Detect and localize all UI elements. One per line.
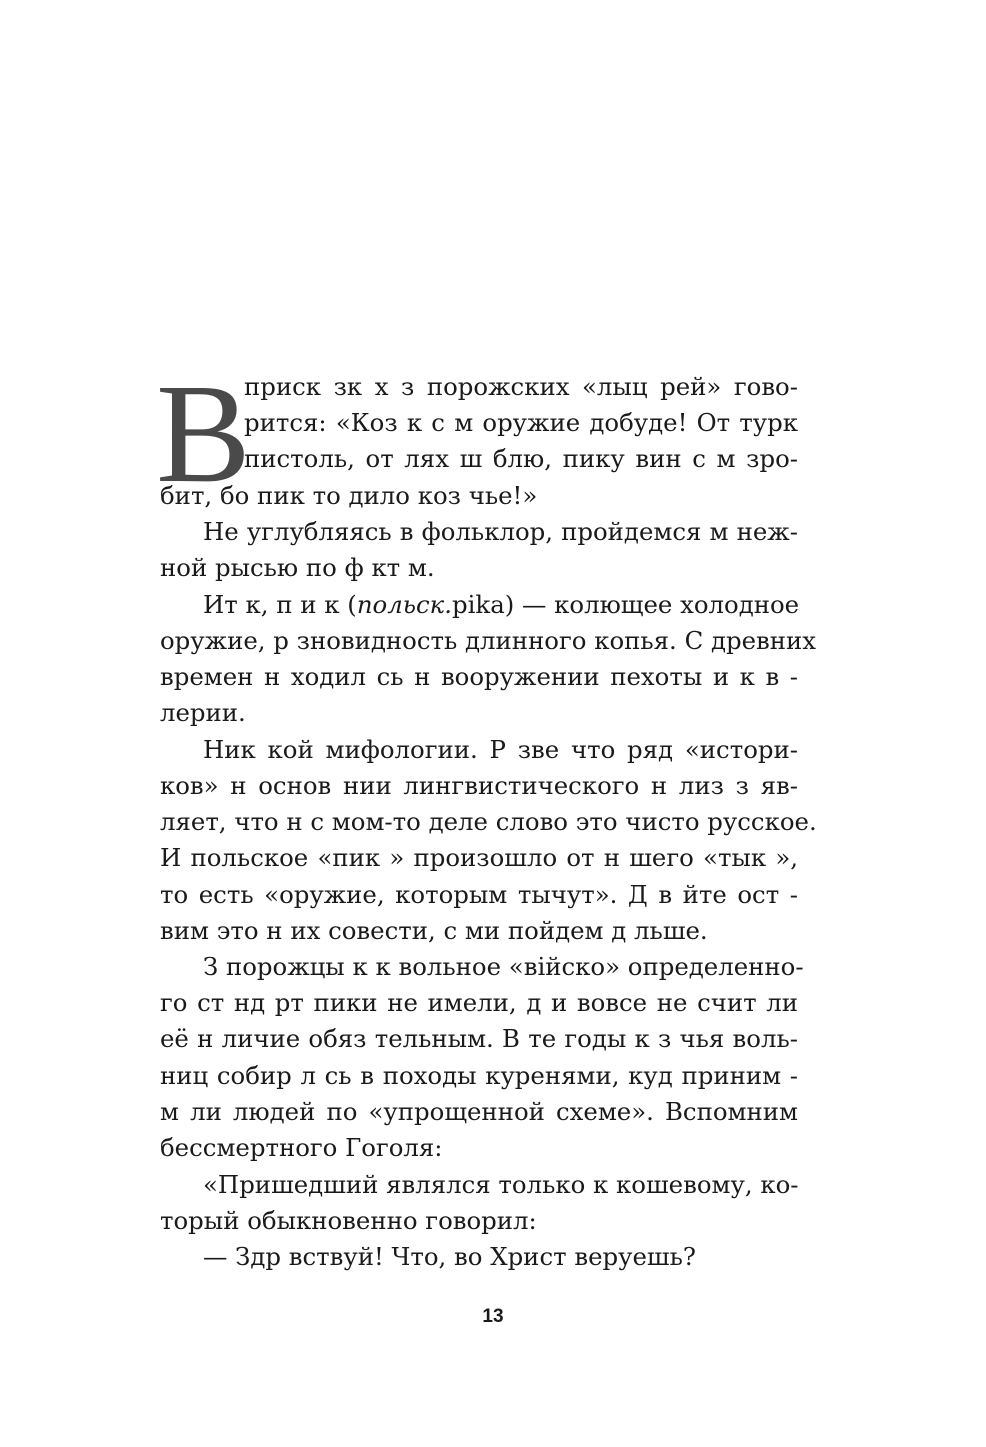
text-line: ниц собир л сь в походы куренями, куд приним - xyxy=(160,1061,798,1090)
text-line: оружие, р зновидность длинного копья. С древних xyxy=(160,626,817,655)
text-line: приск зк х з порожских «лыц рей» гово- xyxy=(244,372,798,401)
text-line: «Пришедший являлся только к кошевому, ко- xyxy=(203,1170,799,1199)
text-line: рится: «Коз к с м оружие добуде! От турк xyxy=(244,408,798,437)
page-number: 13 xyxy=(482,1306,504,1327)
text-line xyxy=(203,590,798,620)
text-line: лерии. xyxy=(160,698,246,727)
text-line: вим это н их совести, с ми пойдем д льше. xyxy=(160,916,708,945)
text-run: pika) — колющее холодное xyxy=(452,590,800,619)
text-line: бит, бо пик то дило коз чье!» xyxy=(160,481,538,510)
text-line: З порожцы к к вольное «війско» определенно- xyxy=(203,952,804,981)
text-line: ков» н основ нии лингвистического н лиз з яв- xyxy=(160,771,798,800)
text-line: ной рысью по ф кт м. xyxy=(160,553,435,582)
text-line: — Здр вствуй! Что, во Христ веруешь? xyxy=(203,1242,696,1271)
italic-abbreviation: польск. xyxy=(356,590,452,619)
text-line: Ник кой мифологии. Р зве что ряд «истори- xyxy=(203,735,798,764)
text-line: И польское «пик » произошло от н шего «тык », xyxy=(160,843,798,872)
text-line: времен н ходил сь н вооружении пехоты и к в - xyxy=(160,662,798,691)
drop-cap: В xyxy=(156,354,251,512)
text-line: м ли людей по «упрощенной схеме». Вспомним xyxy=(160,1097,798,1126)
text-line: пистоль, от лях ш блю, пику вин с м зро- xyxy=(244,444,798,473)
text-line: Не углубляясь в фольклор, пройдемся м неж- xyxy=(203,517,798,546)
text-run: Ит к, п и к ( xyxy=(203,590,357,619)
text-line: то есть «оружие, которым тычут». Д в йте ост - xyxy=(160,880,798,909)
text-line: торый обыкновенно говорил: xyxy=(160,1206,537,1235)
text-line: её н личие обяз тельным. В те годы к з чья воль- xyxy=(160,1024,798,1053)
text-line: бессмертного Гоголя: xyxy=(160,1133,443,1162)
text-line: го ст нд рт пики не имели, д и вовсе не счит ли xyxy=(160,988,798,1017)
text-line: ляет, что н с мом-то деле слово это чисто русское. xyxy=(160,807,817,836)
